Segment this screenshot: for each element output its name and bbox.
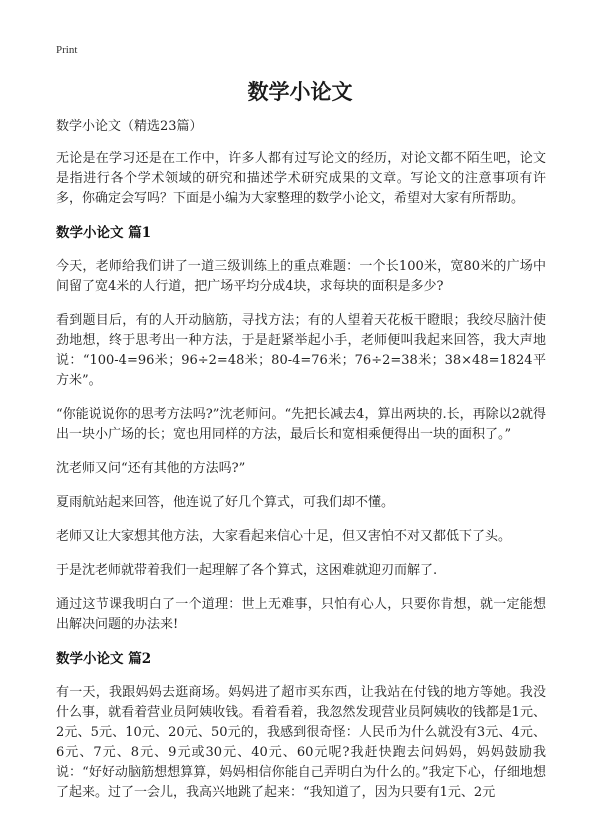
section-heading-1: 数学小论文 篇1 [56,225,152,241]
page-title: 数学小论文 [247,79,353,104]
section-1-paragraph: 老师又让大家想其他方法，大家看起来信心十足，但又害怕不对又都低下了头。 [56,529,512,544]
article-subtitle: 数学小论文（精选23篇） [56,119,203,134]
section-heading-2: 数学小论文 篇2 [56,651,152,667]
section-2-paragraph: 有一天，我跟妈妈去逛商场。妈妈进了超市买东西，让我站在付钱的地方等她。我没什么事，就看着营业员阿姨收钱。看着看着，我忽然发现营业员阿姨收的钱都是1元、2元、5元、10元、20元、50元的，我感到很奇怪：人民币为什么就没有3元、4元、6元、7元、8元、9元或30元、40元、60元呢?我赶快跑去问妈妈，妈妈鼓励我说：“好好动脑筋想想算算，妈妈相信你能自己弄明白为什么的。”我定下心，仔细地想了起来。过了一会儿，我高兴地跳了起来：“我知道了，因为只要有1元、2元 [56,685,546,800]
section-1-paragraph: 今天，老师给我们讲了一道三级训练上的重点难题：一个长100米，宽80米的广场中间留了宽4米的人行道，把广场平均分成4块，求每块的面积是多少? [56,259,546,294]
section-1-paragraph: 沈老师又问“还有其他的方法吗?” [56,461,246,476]
section-1-paragraph: 夏雨航站起来回答，他连说了好几个算式，可我们却不懂。 [56,495,395,510]
article-content [56,118,546,817]
section-1-paragraph: 于是沈老师就带着我们一起理解了各个算式，这困难就迎刃而解了. [56,563,438,578]
intro-paragraph: 无论是在学习还是在工作中，许多人都有过写论文的经历，对论文都不陌生吧，论文是指进行各个学术领域的研究和描述学术研究成果的文章。写论文的注意事项有许多，你确定会写吗？下面是小编为大家整理的数学小论文，希望对大家有所帮助。 [56,151,546,206]
section-1-paragraph: “你能说说你的思考方法吗?”沈老师问。“先把长减去4，算出两块的.长，再除以2就得出一块小广场的长；宽也用同样的方法，最后长和宽相乘便得出一块的面积了。” [56,407,546,442]
section-1-paragraph: 通过这节课我明白了一个道理：世上无难事，只怕有心人，只要你肯想，就一定能想出解决问题的办法来! [56,597,546,632]
print-link[interactable]: Print [56,44,78,56]
section-1-paragraph: 看到题目后，有的人开动脑筋，寻找方法；有的人望着天花板干瞪眼；我绞尽脑汁使劲地想，终于思考出一种方法，于是赶紧举起小手，老师便叫我起来回答，我大声地说：“100-4=96米；96÷2=48米；80-4=76米；76÷2=38米；38×48=1824平方米”。 [56,313,546,388]
